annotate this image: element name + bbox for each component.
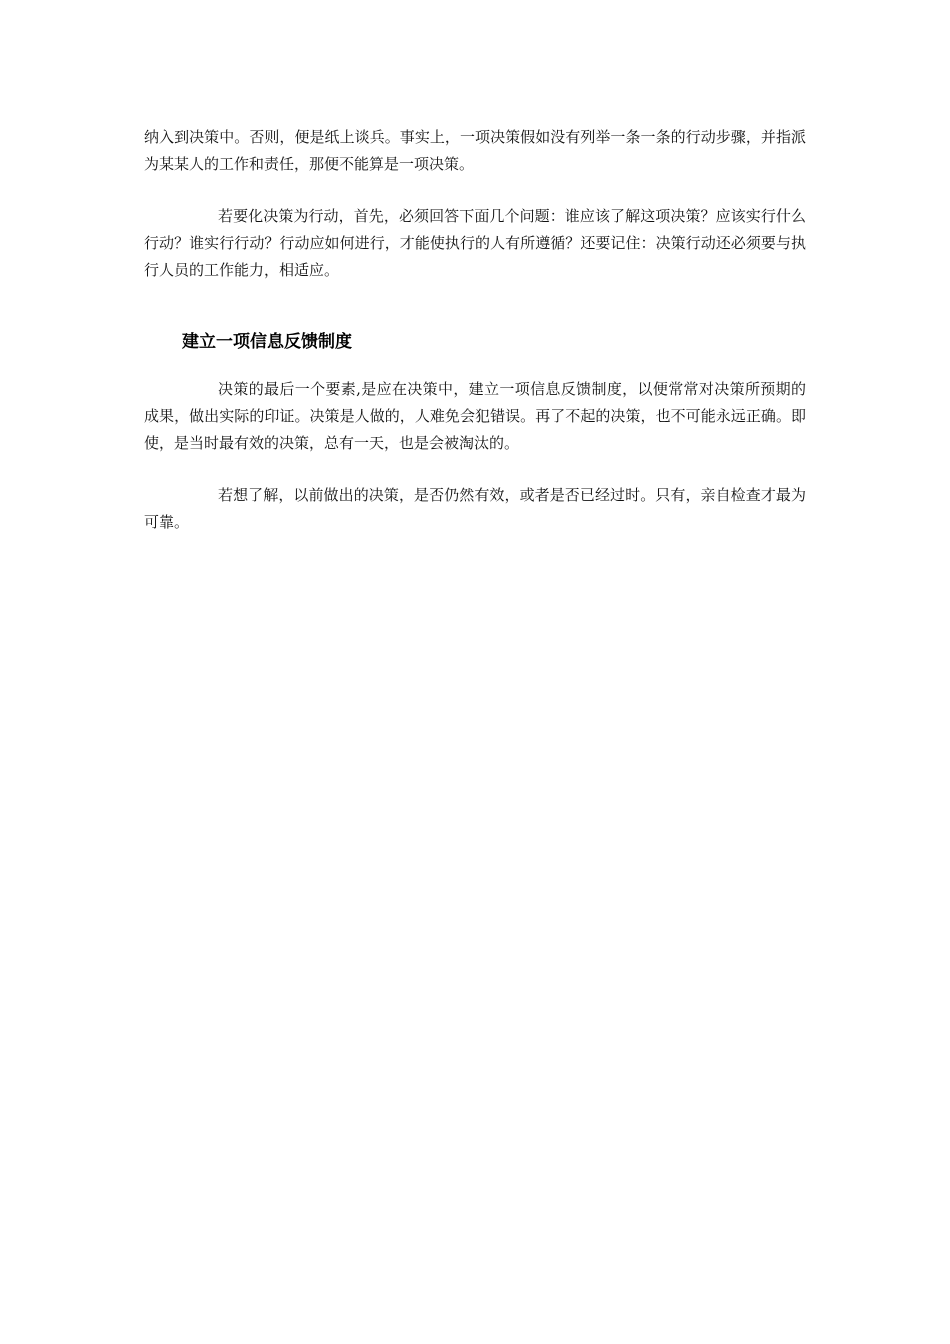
paragraph-verify-decisions: 若想了解，以前做出的决策，是否仍然有效，或者是否已经过时。只有，亲自检查才最为可靠。	[144, 486, 806, 531]
paragraph-decision-to-action: 若要化决策为行动，首先，必须回答下面几个问题：谁应该了解这项决策？应该实行什么行动？谁实行行动？行动应如何进行，才能使执行的人有所遵循？还要记住：决策行动还必须要与执行人员的工作能力，相适应。	[144, 207, 806, 279]
paragraph-spacer	[144, 457, 806, 482]
document-body	[144, 124, 806, 536]
heading-spacer	[144, 356, 806, 376]
paragraph-feedback-system: 决策的最后一个要素,是应在决策中，建立一项信息反馈制度，以便常常对决策所预期的成果，做出实际的印证。决策是人做的，人难免会犯错误。再了不起的决策，也不可能永远正确。即使，是当时最有效的决策，总有一天，也是会被淘汰的。	[144, 380, 806, 452]
paragraph-continuation: 纳入到决策中。否则，便是纸上谈兵。事实上，一项决策假如没有列举一条一条的行动步骤，并指派为某某人的工作和责任，那便不能算是一项决策。	[144, 128, 806, 173]
paragraph-spacer	[144, 178, 806, 203]
section-spacer	[144, 284, 806, 328]
section-heading: 建立一项信息反馈制度	[182, 332, 352, 352]
